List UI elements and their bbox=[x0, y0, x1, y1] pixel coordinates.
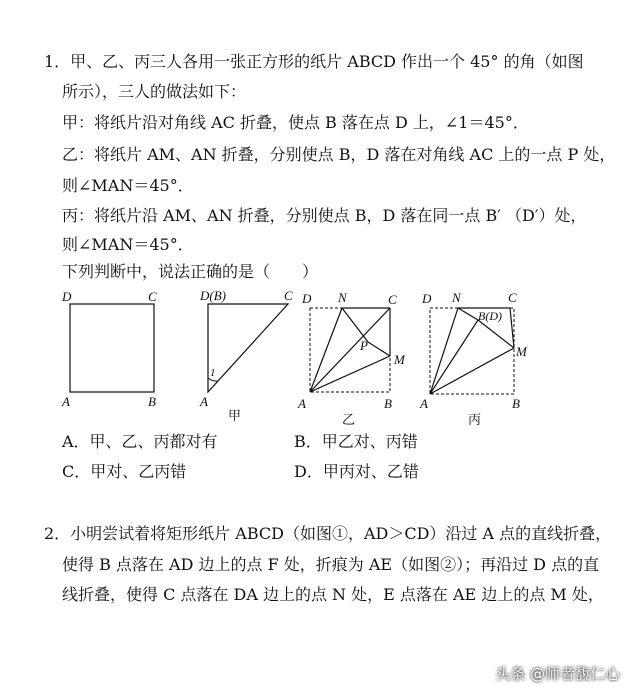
label-B: B bbox=[384, 396, 392, 411]
q2-line-3: 线折叠，使得 C 点落在 DA 边上的点 N 处，E 点落在 AE 边上的点 M 处， bbox=[62, 585, 604, 604]
label-B-D: B(D) bbox=[478, 309, 502, 323]
label-D-B: D(B) bbox=[200, 288, 226, 303]
q2-line-1: 2．小明尝试着将矩形纸片 ABCD（如图①，AD＞CD）沿过 A 点的直线折叠， bbox=[44, 524, 612, 543]
q1-line-6: 丙：将纸片沿 AM、AN 折叠，分别使点 B，D 落在同一点 B′ （D′）处， bbox=[62, 206, 587, 225]
label-N: N bbox=[452, 290, 461, 305]
label-N: N bbox=[338, 290, 347, 305]
q1-line-5: 则∠MAN＝45°． bbox=[62, 176, 194, 195]
caption-jia: 甲 bbox=[228, 409, 242, 424]
option-a: A．甲、乙、丙都对有 bbox=[62, 432, 218, 451]
q1-line-3: 甲：将纸片沿对角线 AC 折叠，使点 B 落在点 D 上，∠1＝45°． bbox=[62, 113, 529, 132]
option-b: B．甲乙对、丙错 bbox=[294, 432, 418, 451]
label-C: C bbox=[148, 289, 157, 304]
option-c: C．甲对、乙丙错 bbox=[62, 462, 187, 481]
label-D: D bbox=[302, 291, 312, 306]
label-C: C bbox=[284, 288, 293, 303]
label-M: M bbox=[394, 352, 405, 367]
label-B: B bbox=[148, 394, 156, 409]
option-d: D．甲丙对、乙错 bbox=[294, 462, 419, 481]
caption-bing: 丙 bbox=[468, 413, 482, 428]
q1-line-2: 所示），三人的做法如下： bbox=[62, 82, 247, 101]
label-A: A bbox=[298, 396, 306, 411]
label-C: C bbox=[508, 290, 517, 305]
q1-line-8: 下列判断中，说法正确的是（ ） bbox=[62, 262, 319, 281]
caption-yi: 乙 bbox=[342, 413, 356, 428]
label-A: A bbox=[62, 394, 70, 409]
label-D: D bbox=[62, 289, 72, 304]
label-C: C bbox=[388, 292, 397, 307]
q1-line-7: 则∠MAN＝45°． bbox=[62, 235, 194, 254]
watermark: 头条 @师者馥仁心 bbox=[495, 665, 620, 683]
figure-yi bbox=[292, 286, 410, 428]
figure-square bbox=[56, 284, 168, 410]
figure-jia bbox=[196, 284, 306, 424]
figure-bing bbox=[416, 286, 546, 428]
label-M: M bbox=[516, 344, 527, 359]
label-D: D bbox=[422, 291, 432, 306]
label-P: P bbox=[360, 338, 368, 353]
label-A: A bbox=[200, 394, 208, 409]
label-B: B bbox=[512, 396, 520, 411]
q2-line-2: 使得 B 点落在 AD 边上的点 F 处，折痕为 AE（如图②）；再沿过 D 点的直 bbox=[62, 555, 600, 574]
label-angle-1: 1 bbox=[210, 367, 216, 379]
q1-line-4: 乙：将纸片 AM、AN 折叠，分别使点 B，D 落在对角线 AC 上的一点 P 处， bbox=[62, 145, 616, 164]
label-A: A bbox=[420, 396, 428, 411]
q1-line-1: 1．甲、乙、丙三人各用一张正方形的纸片 ABCD 作出一个 45° 的角（如图 bbox=[44, 52, 584, 71]
